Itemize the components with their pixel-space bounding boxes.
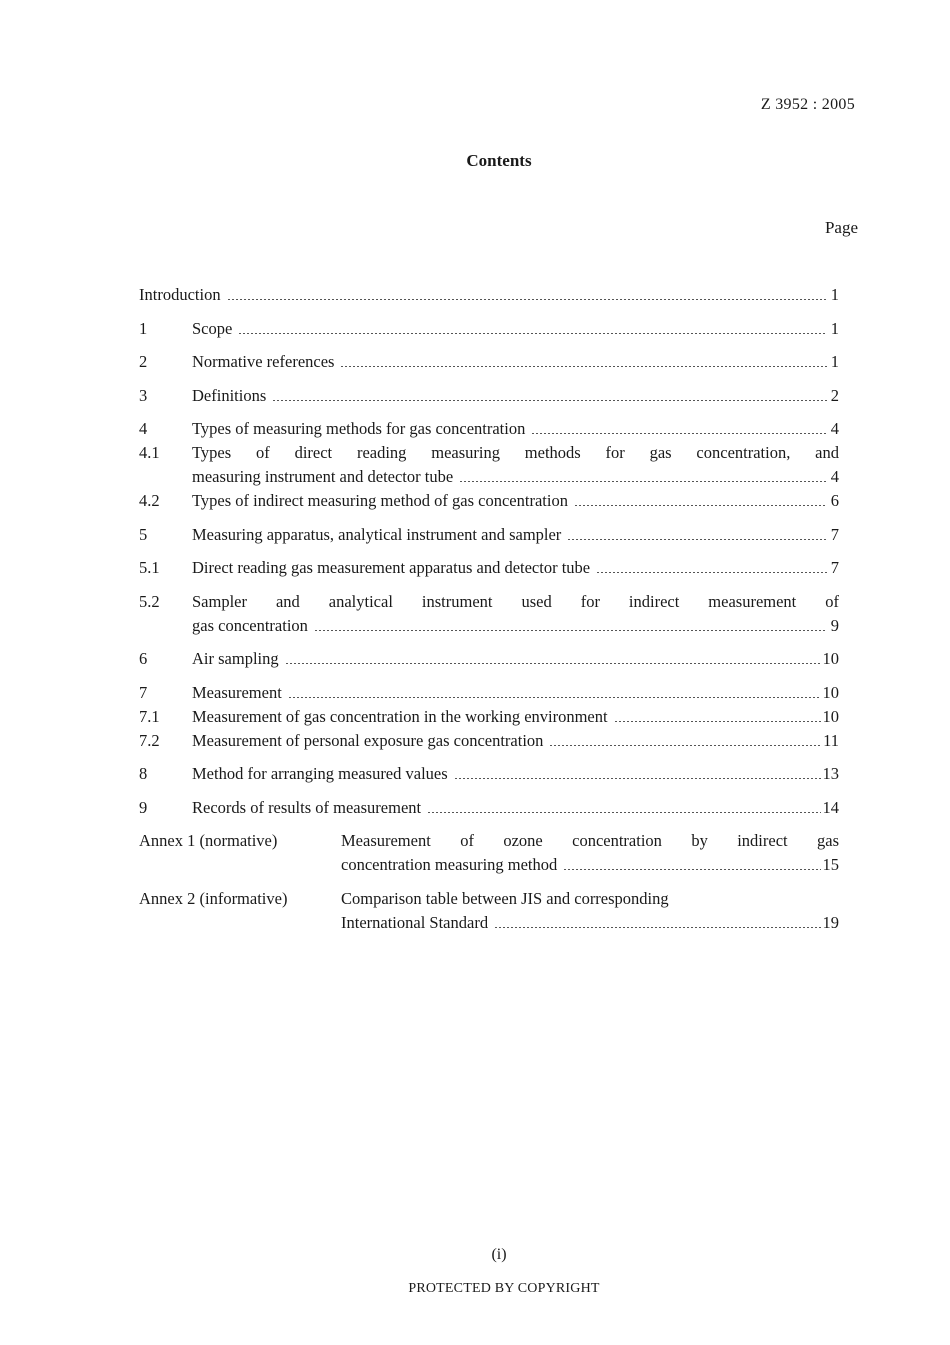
toc-entry-title-line: gas concentration <box>192 615 308 635</box>
dot-leader <box>614 721 821 722</box>
toc-entry-indirect-measuring-method[interactable] <box>139 489 839 513</box>
toc-entry-number: 4.1 <box>139 443 160 462</box>
toc-entry-measurement[interactable] <box>139 681 839 705</box>
dot-leader <box>427 812 820 813</box>
toc-entry-introduction[interactable] <box>139 283 839 307</box>
toc-entry-title: Air sampling <box>192 649 279 668</box>
toc-entry-title-line: concentration measuring method <box>341 855 558 874</box>
toc-entry-air-sampling[interactable] <box>139 647 839 671</box>
toc-entry-definitions[interactable] <box>139 384 839 408</box>
table-of-contents <box>139 283 839 935</box>
toc-entry-annex-2[interactable] <box>139 887 839 935</box>
dot-leader <box>549 745 821 746</box>
toc-entry-number: 7 <box>139 682 148 702</box>
toc-entry-title-line: International Standard <box>341 912 489 932</box>
toc-entry-title: Method for arranging measured values <box>192 764 448 783</box>
toc-entry-direct-reading-methods[interactable] <box>139 441 839 489</box>
annex-label: Annex 1 (normative) <box>139 831 278 850</box>
toc-entry-number: 5.2 <box>139 591 160 611</box>
toc-entry-number: 4.2 <box>139 491 160 510</box>
toc-entry-page: 14 <box>822 797 839 817</box>
toc-entry-direct-reading-apparatus[interactable] <box>139 556 839 580</box>
footer-page-number: (i) <box>491 1246 507 1263</box>
toc-entry-sampler-and-analytical-instrument[interactable] <box>139 590 839 638</box>
toc-entry-page: 6 <box>830 491 839 510</box>
toc-entry-title: Measurement of gas concentration in the working environment <box>192 706 608 726</box>
toc-entry-arranging-values[interactable] <box>139 762 839 786</box>
toc-entry-measuring-apparatus[interactable] <box>139 523 839 547</box>
toc-entry-number: 5 <box>139 524 148 544</box>
toc-entry-page: 2 <box>830 385 839 405</box>
document-number: Z 3952 : 2005 <box>760 96 855 113</box>
toc-entry-title: Normative references <box>192 352 335 371</box>
dot-leader <box>459 481 827 482</box>
toc-entry-title: Scope <box>192 318 233 338</box>
toc-entry-number: 7.2 <box>139 730 160 750</box>
dot-leader <box>340 366 827 367</box>
page-column-label: Page <box>824 218 858 237</box>
toc-entry-personal-exposure[interactable] <box>139 729 839 753</box>
page-title: Contents <box>466 151 532 170</box>
toc-entry-working-environment[interactable] <box>139 705 839 729</box>
toc-entry-page: 10 <box>822 682 839 702</box>
toc-entry-page: 13 <box>822 764 839 783</box>
toc-entry-page: 1 <box>830 318 839 338</box>
copyright-notice: PROTECTED BY COPYRIGHT <box>408 1281 600 1296</box>
dot-leader <box>288 697 821 698</box>
dot-leader <box>285 663 821 664</box>
dot-leader <box>567 539 827 540</box>
toc-entry-page: 10 <box>822 706 839 726</box>
toc-entry-title-line: Types of direct reading measuring methods for gas concentration, and <box>192 443 839 462</box>
dot-leader <box>454 778 821 779</box>
toc-entry-page: 4 <box>830 419 839 438</box>
toc-entry-title: Records of results of measurement <box>192 797 422 817</box>
toc-entry-number: 7.1 <box>139 706 160 726</box>
toc-entry-page: 4 <box>830 467 839 486</box>
toc-entry-number: 8 <box>139 764 148 783</box>
toc-entry-title: Direct reading gas measurement apparatus and detector tube <box>192 558 591 577</box>
dot-leader <box>494 927 820 928</box>
dot-leader <box>238 333 827 334</box>
toc-entry-title-line: measuring instrument and detector tube <box>192 467 454 486</box>
toc-entry-number: 6 <box>139 649 148 668</box>
toc-entry-records-of-results[interactable] <box>139 796 839 820</box>
toc-entry-title: Types of measuring methods for gas concentration <box>192 419 526 438</box>
toc-entry-number: 2 <box>139 352 148 371</box>
dot-leader <box>563 869 820 870</box>
toc-entry-title: Measuring apparatus, analytical instrument and sampler <box>192 524 562 544</box>
toc-entry-page: 7 <box>830 558 839 577</box>
toc-entry-number: 1 <box>139 318 148 338</box>
toc-entry-title-line: Comparison table between JIS and corresponding <box>341 888 669 908</box>
toc-entry-scope[interactable] <box>139 317 839 341</box>
toc-entry-title: Types of indirect measuring method of gas concentration <box>192 491 568 510</box>
toc-entry-annex-1[interactable] <box>139 829 839 877</box>
toc-entry-page: 7 <box>830 524 839 544</box>
toc-entry-title-line: Measurement of ozone concentration by indirect gas <box>341 831 839 850</box>
toc-entry-title: Measurement of personal exposure gas concentration <box>192 730 544 750</box>
dot-leader <box>531 433 827 434</box>
dot-leader <box>596 572 827 573</box>
toc-entry-number: 5.1 <box>139 558 160 577</box>
toc-entry-title: Definitions <box>192 385 267 405</box>
toc-entry-title: Measurement <box>192 682 282 702</box>
toc-entry-title-line: Sampler and analytical instrument used for indirect measurement of <box>192 591 839 611</box>
toc-entry-types-of-measuring-methods[interactable] <box>139 417 839 441</box>
toc-entry-number: 4 <box>139 419 148 438</box>
toc-entry-page: 11 <box>823 730 839 750</box>
toc-entry-page: 15 <box>822 855 839 874</box>
dot-leader <box>574 505 827 506</box>
toc-entry-page: 19 <box>822 912 839 932</box>
toc-entry-page: 10 <box>822 649 839 668</box>
toc-entry-number: 9 <box>139 797 148 817</box>
dot-leader <box>272 400 827 401</box>
toc-entry-page: 9 <box>830 615 839 635</box>
toc-entry-normative-references[interactable] <box>139 350 839 374</box>
dot-leader <box>227 299 827 300</box>
toc-entry-number: 3 <box>139 385 148 405</box>
dot-leader <box>314 630 827 631</box>
annex-label: Annex 2 (informative) <box>139 888 288 908</box>
toc-entry-title: Introduction <box>139 285 221 304</box>
toc-entry-page: 1 <box>830 285 839 304</box>
toc-entry-page: 1 <box>830 352 839 371</box>
